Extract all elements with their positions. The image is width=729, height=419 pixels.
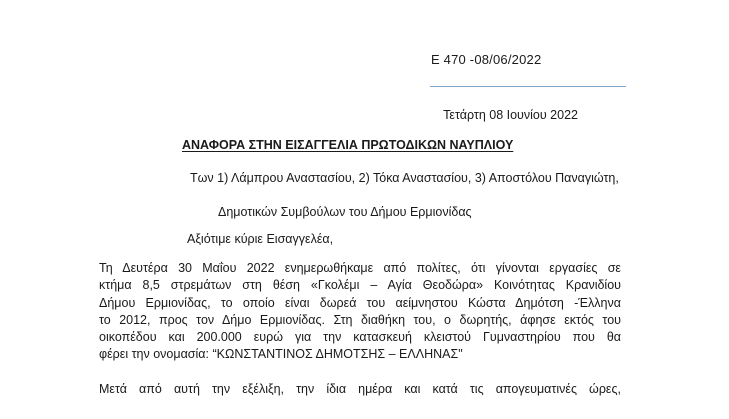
paragraph-2	[99, 381, 621, 398]
council-line: Δημοτικών Συμβούλων του Δήμου Ερμιονίδας	[218, 205, 472, 219]
senders-line: Των 1) Λάμπρου Αναστασίου, 2) Τόκα Αναστασίου, 3) Αποστόλου Παναγιώτη,	[190, 171, 619, 185]
document-heading: ΑΝΑΦΟΡΑ ΣΤΗΝ ΕΙΣΑΓΓΕΛΙΑ ΠΡΩΤΟΔΙΚΩΝ ΝΑΥΠΛΙΟΥ	[182, 138, 514, 152]
protocol-number: Ε 470 -08/06/2022	[431, 52, 542, 67]
paragraph-line: κτήμα 8,5 στρεμάτων στη θέση «Γκολέμι – Αγία Θεοδώρα» Κοινότητας Κρανιδίου	[99, 278, 621, 293]
protocol-divider	[430, 86, 626, 87]
paragraph-line: οικοπέδου και 200.000 ευρώ για την κατασκευή κλειστού Γυμναστηρίου που θα	[99, 330, 621, 345]
paragraph-line: Μετά από αυτή την εξέλιξη, την ίδια ημέρα και κατά τις απογευματινές ώρες,	[99, 382, 621, 396]
salutation: Αξιότιμε κύριε Εισαγγελέα,	[187, 232, 334, 246]
paragraph-line: το 2012, προς τον Δήμο Ερμιονίδας. Στη διαθήκη του, ο δωρητής, άφησε εκτός του	[99, 312, 621, 327]
paragraph-1	[99, 260, 621, 364]
document-date: Τετάρτη 08 Ιουνίου 2022	[443, 108, 578, 122]
paragraph-line: φέρει την ονομασία: “ΚΩΝΣΤΑΝΤΙΝΟΣ ΔΗΜΟΤΣΗΣ – ΕΛΛΗΝΑΣ"	[99, 347, 463, 362]
paragraph-line: Δήμου Ερμιονίδας, το οποίο είναι δωρεά του αείμνηστου Κώστα Δημότση -Έλληνα	[99, 295, 621, 310]
paragraph-line: Τη Δευτέρα 30 Μαΐου 2022 ενημερωθήκαμε από πολίτες, ότι γίνονται εργασίες σε	[99, 261, 621, 275]
